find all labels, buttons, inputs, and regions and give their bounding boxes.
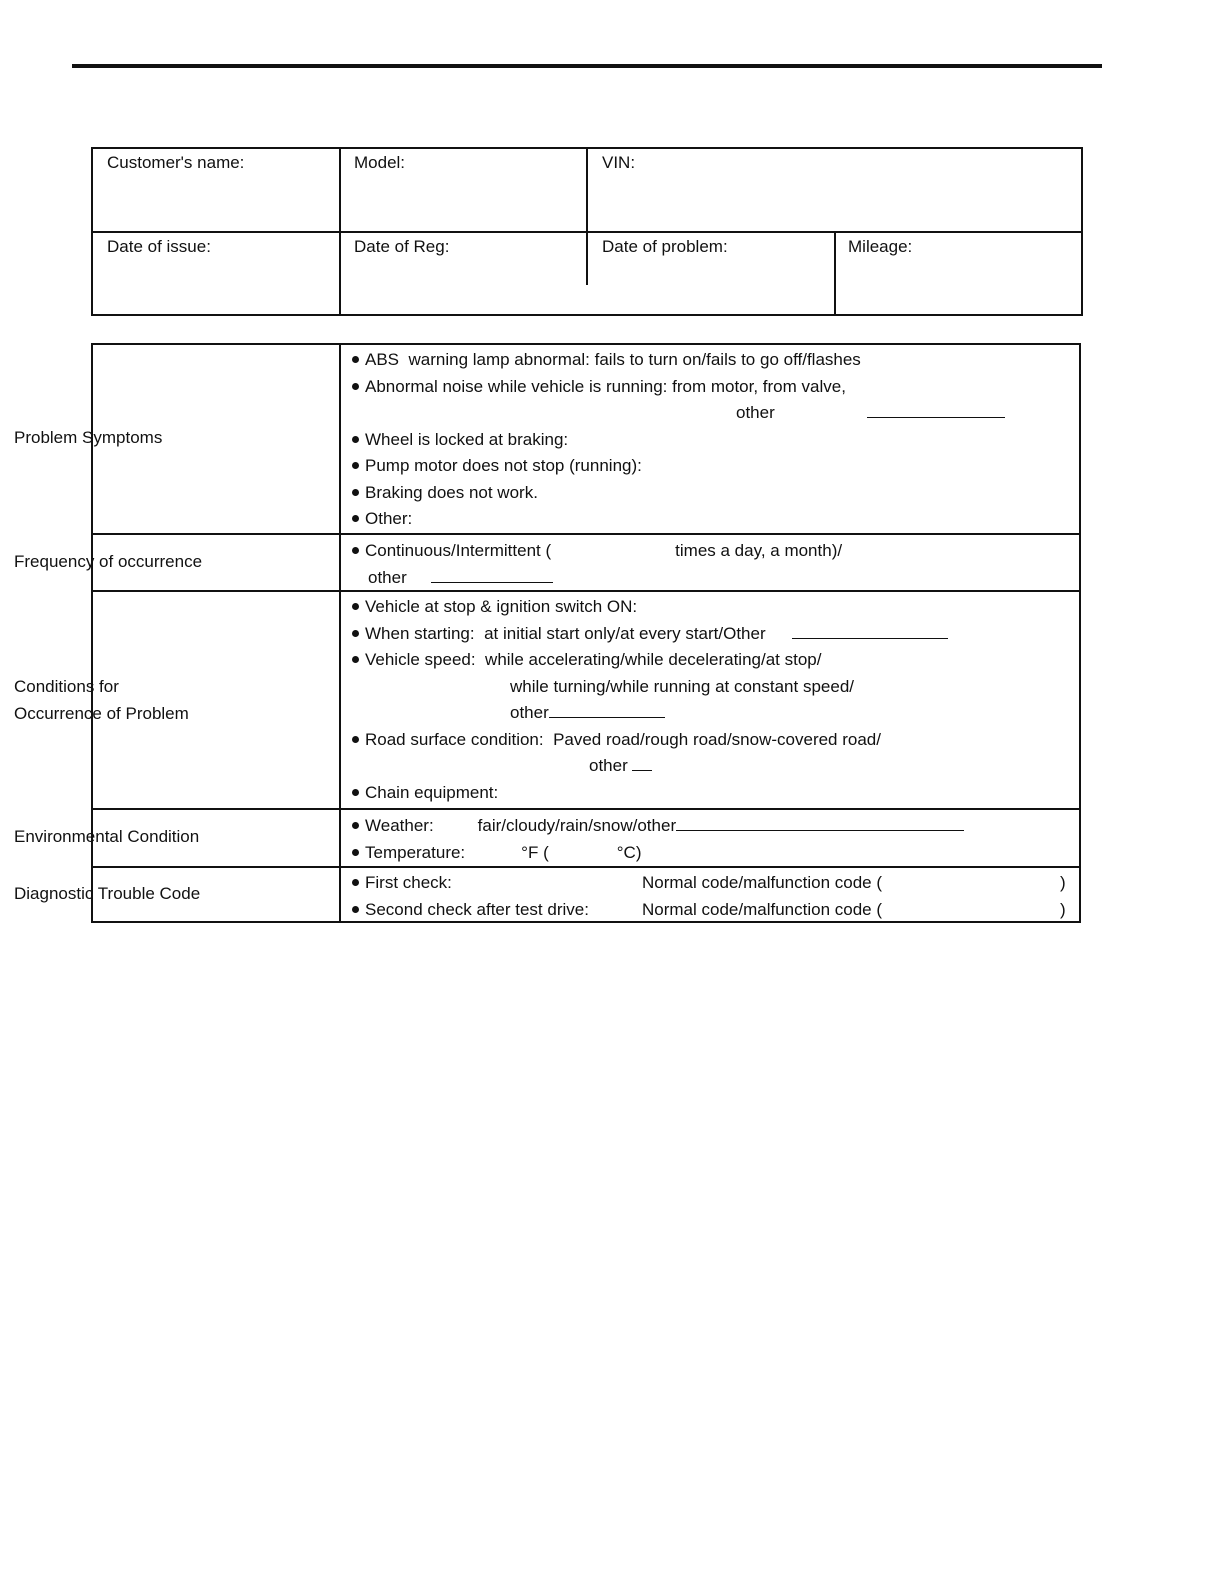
- conditions-label-line1: Conditions for: [14, 677, 119, 696]
- list-item: Braking does not work.: [352, 479, 1005, 506]
- bullet-icon: [352, 547, 359, 554]
- divider: [91, 808, 1081, 810]
- bullet-icon: [352, 356, 359, 363]
- list-item: Other:: [352, 505, 1005, 532]
- bullet-icon: [352, 656, 359, 663]
- list-item: Weather: fair/cloudy/rain/snow/other: [352, 812, 964, 839]
- problem-symptoms-label: Problem Symptoms: [14, 428, 163, 447]
- top-rule: [72, 64, 1102, 68]
- list-item: Continuous/Intermittent ( times a day, a month)/: [352, 537, 842, 564]
- list-item: ABS warning lamp abnormal: fails to turn on/fails to go off/flashes: [352, 346, 1005, 373]
- divider: [339, 343, 341, 923]
- divider: [339, 147, 341, 316]
- divider: [91, 590, 1081, 592]
- conditions-label-line2: Occurrence of Problem: [14, 704, 189, 723]
- bullet-icon: [352, 515, 359, 522]
- frequency-list: [352, 537, 842, 590]
- problem-symptoms-list: [352, 346, 1005, 532]
- dtc-list: [352, 869, 1064, 922]
- list-item: other: [352, 399, 1005, 426]
- list-item: other: [352, 699, 948, 726]
- dtc-label: Diagnostic Trouble Code: [14, 884, 201, 903]
- list-item: Vehicle at stop & ignition switch ON:: [352, 593, 948, 620]
- bullet-icon: [352, 849, 359, 856]
- date-of-issue-label: Date of issue:: [107, 237, 211, 256]
- list-item: other: [352, 564, 842, 591]
- bullet-icon: [352, 489, 359, 496]
- list-item: Pump motor does not stop (running):: [352, 452, 1005, 479]
- answer-blank[interactable]: [792, 624, 948, 639]
- bullet-icon: [352, 436, 359, 443]
- list-item: other: [352, 752, 948, 779]
- answer-blank[interactable]: [549, 703, 665, 718]
- frequency-label: Frequency of occurrence: [14, 552, 203, 571]
- bullet-icon: [352, 736, 359, 743]
- mileage-label: Mileage:: [848, 237, 913, 256]
- answer-blank[interactable]: [632, 756, 652, 771]
- list-item: Temperature: °F ( °C): [352, 839, 964, 866]
- vin-label: VIN:: [602, 153, 636, 172]
- environment-label: Environmental Condition: [14, 827, 200, 846]
- bullet-icon: [352, 462, 359, 469]
- divider: [91, 866, 1081, 868]
- date-of-reg-label: Date of Reg:: [354, 237, 450, 256]
- bullet-icon: [352, 603, 359, 610]
- answer-blank[interactable]: [867, 403, 1005, 418]
- bullet-icon: [352, 879, 359, 886]
- list-item: Abnormal noise while vehicle is running: from motor, from valve,: [352, 373, 1005, 400]
- list-item: Vehicle speed: while accelerating/while decelerating/at stop/: [352, 646, 948, 673]
- answer-blank[interactable]: [676, 816, 964, 831]
- list-item: Road surface condition: Paved road/rough road/snow-covered road/: [352, 726, 948, 753]
- date-of-problem-label: Date of problem:: [602, 237, 728, 256]
- conditions-list: [352, 593, 948, 805]
- customers-name-label: Customer's name:: [107, 153, 245, 172]
- environment-list: [352, 812, 964, 865]
- list-item: Second check after test drive: Normal code/malfunction code ( ): [352, 896, 1064, 923]
- bullet-icon: [352, 906, 359, 913]
- bullet-icon: [352, 383, 359, 390]
- bullet-icon: [352, 630, 359, 637]
- bullet-icon: [352, 789, 359, 796]
- list-item: while turning/while running at constant speed/: [510, 676, 854, 696]
- answer-blank[interactable]: [431, 568, 553, 583]
- model-label: Model:: [354, 153, 406, 172]
- divider: [834, 231, 836, 316]
- divider: [586, 147, 588, 285]
- list-item: First check: Normal code/malfunction code ( ): [352, 869, 1064, 896]
- divider: [91, 533, 1081, 535]
- list-item: When starting: at initial start only/at every start/Other: [352, 620, 948, 647]
- list-item: Chain equipment:: [352, 779, 948, 806]
- bullet-icon: [352, 822, 359, 829]
- list-item: Wheel is locked at braking:: [352, 426, 1005, 453]
